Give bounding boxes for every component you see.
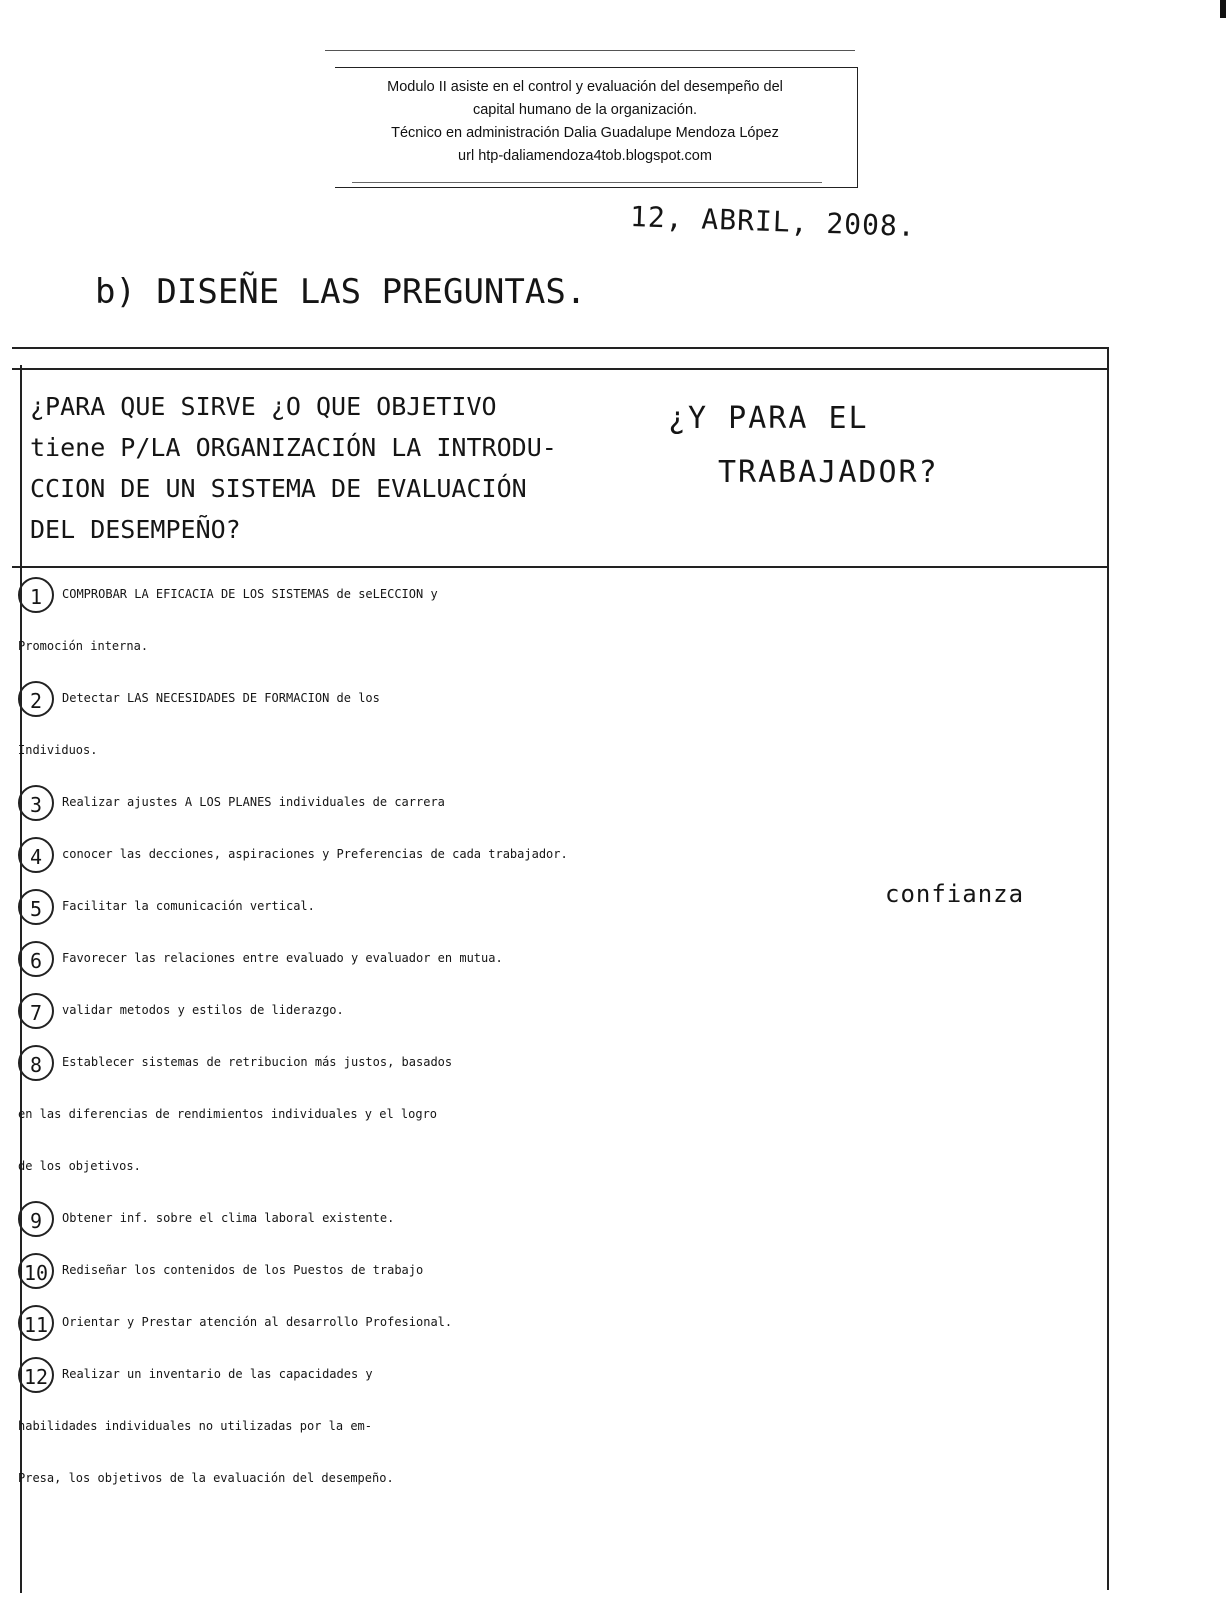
answer-line bbox=[18, 568, 1098, 620]
answer-line bbox=[18, 1088, 1098, 1140]
answer-text: de los objetivos. bbox=[18, 1159, 141, 1173]
answer-number: 2 bbox=[18, 681, 54, 717]
answer-text: Obtener inf. sobre el clima laboral existente. bbox=[62, 1211, 395, 1225]
answer-text: Favorecer las relaciones entre evaluado y evaluador en mutua. bbox=[62, 951, 503, 965]
answer-line bbox=[18, 880, 1098, 932]
answer-line bbox=[18, 724, 1098, 776]
answer-number: 7 bbox=[18, 993, 54, 1029]
answer-line bbox=[18, 1348, 1098, 1400]
header-line-1: Modulo II asiste en el control y evaluación del desempeño del bbox=[387, 79, 783, 95]
answer-list bbox=[18, 568, 1098, 1504]
answer-line bbox=[18, 1400, 1098, 1452]
answer-number: 1 bbox=[18, 577, 54, 613]
answer-line bbox=[18, 672, 1098, 724]
answer-text: Establecer sistemas de retribucion más justos, basados bbox=[62, 1055, 453, 1069]
answer-number: 9 bbox=[18, 1201, 54, 1237]
answer-text: conocer las decciones, aspiraciones y Preferencias de cada trabajador. bbox=[62, 847, 568, 861]
question-box-top bbox=[12, 368, 1109, 370]
answer-line bbox=[18, 1296, 1098, 1348]
answer-number: 4 bbox=[18, 837, 54, 873]
answer-number: 11 bbox=[18, 1305, 54, 1341]
question-line: ¿Y PARA EL bbox=[668, 401, 869, 436]
header-underline bbox=[352, 182, 822, 183]
header-line-2: capital humano de la organización. bbox=[472, 102, 698, 118]
answer-text: Orientar y Prestar atención al desarrollo Profesional. bbox=[62, 1315, 453, 1329]
answer-text: COMPROBAR LA EFICACIA DE LOS SISTEMAS de seLECCION y bbox=[62, 587, 438, 601]
answer-text: Facilitar la comunicación vertical. bbox=[62, 899, 315, 913]
answer-text: Detectar LAS NECESIDADES DE FORMACION de los bbox=[62, 691, 380, 705]
question-line: tiene P/LA ORGANIZACIÓN LA INTRODU- bbox=[30, 433, 557, 462]
answer-line bbox=[18, 932, 1098, 984]
answer-number: 6 bbox=[18, 941, 54, 977]
answer-number: 3 bbox=[18, 785, 54, 821]
answer-number: 12 bbox=[18, 1357, 54, 1393]
page-edge-mark bbox=[1220, 0, 1226, 18]
question-line: DEL DESEMPEÑO? bbox=[30, 515, 241, 544]
answer-text: Realizar un inventario de las capacidades y bbox=[62, 1367, 373, 1381]
answer-line bbox=[18, 776, 1098, 828]
question-worker bbox=[668, 392, 939, 500]
answer-number: 10 bbox=[18, 1253, 54, 1289]
answer-number: 5 bbox=[18, 889, 54, 925]
header-text bbox=[335, 76, 835, 168]
answer-text: Individuos. bbox=[18, 743, 98, 757]
header-line-3: Técnico en administración Dalia Guadalupe Mendoza López bbox=[391, 125, 779, 141]
handwritten-date: 12, ABRIL, 2008. bbox=[629, 200, 917, 243]
answer-line bbox=[18, 1192, 1098, 1244]
answer-line bbox=[18, 1452, 1098, 1504]
answer-text: Realizar ajustes A LOS PLANES individuales de carrera bbox=[62, 795, 445, 809]
question-line: ¿PARA QUE SIRVE ¿O QUE OBJETIVO bbox=[30, 392, 497, 421]
header-line-4: url htp-daliamendoza4tob.blogspot.com bbox=[458, 148, 712, 164]
answer-line bbox=[18, 620, 1098, 672]
answer-text: en las diferencias de rendimientos individuales y el logro bbox=[18, 1107, 438, 1121]
answer-number: 8 bbox=[18, 1045, 54, 1081]
question-line: CCION DE UN SISTEMA DE EVALUACIÓN bbox=[30, 474, 527, 503]
answer-line bbox=[18, 1244, 1098, 1296]
header-top-rule bbox=[325, 50, 855, 51]
question-line: TRABAJADOR? bbox=[718, 455, 939, 490]
section-heading: b) DISEÑE LAS PREGUNTAS. bbox=[95, 272, 587, 312]
answer-text: validar metodos y estilos de liderazgo. bbox=[62, 1003, 344, 1017]
answer-line bbox=[18, 1036, 1098, 1088]
answer-text: Promoción interna. bbox=[18, 639, 149, 653]
answer-line bbox=[18, 984, 1098, 1036]
aside-note: confianza bbox=[885, 880, 1025, 908]
answer-line bbox=[18, 828, 1098, 880]
answer-text: habilidades individuales no utilizadas por la em- bbox=[18, 1419, 373, 1433]
answer-text: Presa, los objetivos de la evaluación del desempeño. bbox=[18, 1471, 394, 1485]
answer-text: Rediseñar los contenidos de los Puestos de trabajo bbox=[62, 1263, 424, 1277]
answer-line bbox=[18, 1140, 1098, 1192]
question-organization bbox=[30, 386, 557, 550]
